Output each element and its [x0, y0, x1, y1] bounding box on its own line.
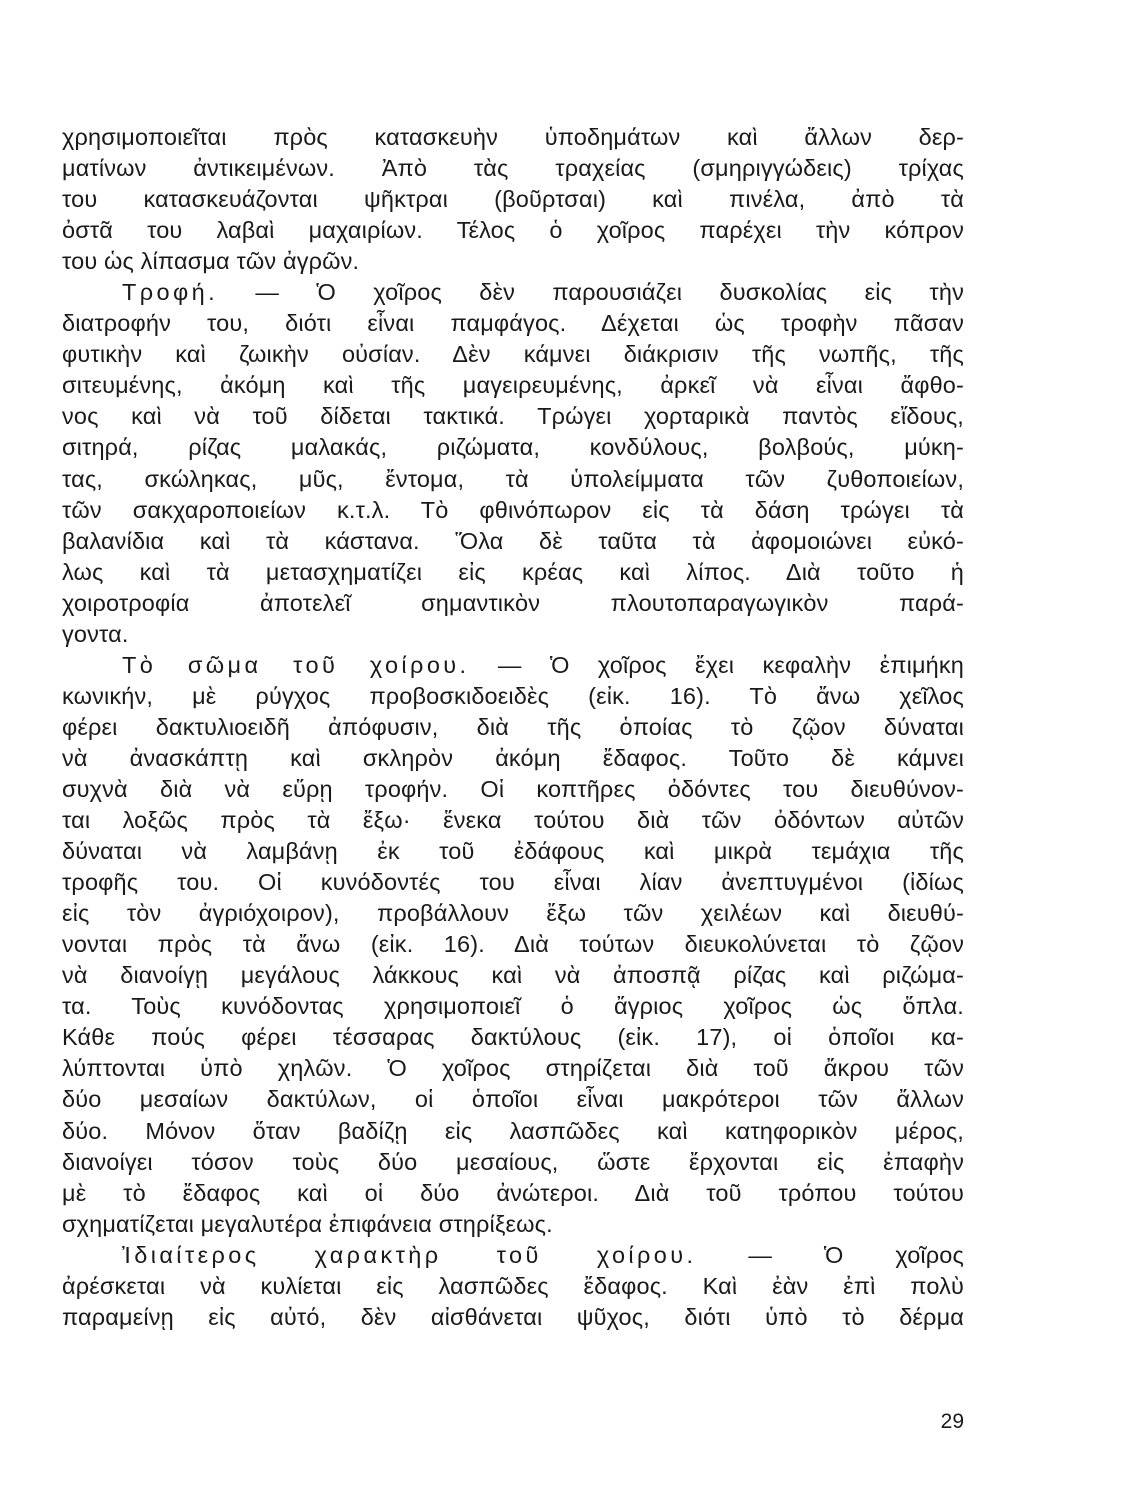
- text-line: [62, 991, 964, 1022]
- line-text: τῶν σακχαροποιείων κ.τ.λ. Τὸ φθινόπωρον εἰς τὰ δάση τρώγει τὰ: [62, 496, 964, 523]
- text-line: [62, 836, 964, 867]
- text-line: [62, 370, 964, 401]
- text-line: [62, 495, 964, 526]
- line-text: του κατασκευάζονται ψῆκτραι (βοῦρτσαι) καὶ πινέλα, ἀπὸ τὰ: [62, 186, 964, 213]
- text-line: [62, 339, 964, 370]
- text-line: [62, 1178, 964, 1209]
- text-line: [62, 464, 964, 495]
- text-line: [62, 1084, 964, 1115]
- line-text: σιτηρά, ρίζας μαλακάς, ριζώματα, κονδύλους, βολβούς, μύκη-: [62, 434, 964, 461]
- text-line: [62, 681, 964, 712]
- line-text: διατροφήν του, διότι εἶναι παμφάγος. Δέχεται ὡς τροφὴν πᾶσαν: [62, 310, 964, 337]
- text-line: [62, 432, 964, 463]
- text-line: [62, 650, 964, 681]
- line-text: νος καὶ νὰ τοῦ δίδεται τακτικά. Τρώγει χορταρικὰ παντὸς εἴδους,: [62, 403, 964, 430]
- line-text: νονται πρὸς τὰ ἄνω (εἰκ. 16). Διὰ τούτων διευκολύνεται τὸ ζῷον: [62, 931, 964, 958]
- line-text: χρησιμοποιεῖται πρὸς κατασκευὴν ὑποδημάτων καὶ ἄλλων δερ-: [62, 124, 964, 150]
- text-line: [62, 1053, 964, 1084]
- line-text: σχηματίζεται μεγαλυτέρα ἐπιφάνεια στηρίξεως.: [62, 1210, 553, 1237]
- text-line: [62, 1240, 964, 1271]
- line-text: ται λοξῶς πρὸς τὰ ἔξω· ἕνεκα τούτου διὰ τῶν ὀδόντων αὐτῶν: [62, 807, 964, 834]
- line-text: Κάθε πούς φέρει τέσσαρας δακτύλους (εἰκ. 17), οἱ ὁποῖοι κα-: [62, 1024, 964, 1051]
- line-text: δύο. Μόνον ὅταν βαδίζῃ εἰς λασπῶδες καὶ κατηφορικὸν μέρος,: [62, 1117, 964, 1144]
- line-text: συχνὰ διὰ νὰ εὕρῃ τροφήν. Οἱ κοπτῆρες ὀδόντες του διευθύνον-: [62, 775, 964, 802]
- line-text: εἰς τὸν ἀγριόχοιρον), προβάλλουν ἔξω τῶν χειλέων καὶ διευθύ-: [62, 900, 964, 927]
- text-line: [62, 960, 964, 991]
- text-line: [62, 805, 964, 836]
- text-line: [62, 526, 964, 557]
- line-text: κωνικήν, μὲ ρύγχος προβοσκιδοειδὲς (εἰκ. 16). Τὸ ἄνω χεῖλος: [62, 682, 964, 709]
- line-text: γοντα.: [62, 620, 129, 647]
- text-line: [62, 743, 964, 774]
- line-text: μὲ τὸ ἔδαφος καὶ οἱ δύο ἀνώτεροι. Διὰ τοῦ τρόπου τούτου: [62, 1179, 964, 1206]
- text-line: [62, 184, 964, 215]
- line-text: του ὡς λίπασμα τῶν ἀγρῶν.: [62, 248, 360, 275]
- line-text: τας, σκώληκας, μῦς, ἔντομα, τὰ ὑπολείμματα τῶν ζυθοποιείων,: [62, 465, 964, 492]
- line-text: βαλανίδια καὶ τὰ κάστανα. Ὅλα δὲ ταῦτα τὰ ἀφομοιώνει εὐκό-: [62, 527, 964, 554]
- line-text: χοιροτροφία ἀποτελεῖ σημαντικὸν πλουτοπαραγωγικὸν παρά-: [62, 589, 964, 616]
- line-text: — Ὁ χοῖρος ἔχει κεφαλὴν ἐπιμήκη: [469, 651, 964, 678]
- section-heading: Τὸ σῶμα τοῦ χοίρου.: [122, 651, 470, 678]
- line-text: φυτικὴν καὶ ζωικὴν οὐσίαν. Δὲν κάμνει διάκρισιν τῆς νωπῆς, τῆς: [62, 341, 964, 368]
- line-text: ματίνων ἀντικειμένων. Ἀπὸ τὰς τραχείας (σμηριγγώδεις) τρίχας: [62, 155, 964, 182]
- text-line: [62, 898, 964, 929]
- line-text: φέρει δακτυλιοειδῆ ἀπόφυσιν, διὰ τῆς ὁποίας τὸ ζῷον δύναται: [62, 713, 964, 740]
- text-line: [62, 153, 964, 184]
- line-text: νὰ διανοίγῃ μεγάλους λάκκους καὶ νὰ ἀποσπᾷ ρίζας καὶ ριζώμα-: [62, 962, 964, 989]
- line-text: σιτευμένης, ἀκόμη καὶ τῆς μαγειρευμένης, ἀρκεῖ νὰ εἶναι ἄφθο-: [62, 372, 964, 399]
- section-heading: Ἰδιαίτερος χαρακτὴρ τοῦ χοίρου.: [122, 1241, 697, 1268]
- line-text: ὀστᾶ του λαβαὶ μαχαιρίων. Τέλος ὁ χοῖρος παρέχει τὴν κόπρον: [62, 217, 964, 244]
- text-line: [62, 1271, 964, 1302]
- line-text: παραμείνῃ εἰς αὐτό, δὲν αἰσθάνεται ψῦχος, διότι ὑπὸ τὸ δέρμα: [62, 1303, 964, 1330]
- text-line: [62, 1302, 964, 1333]
- text-line: [62, 1022, 964, 1053]
- page-number: 29: [940, 1410, 964, 1433]
- text-line: [62, 557, 964, 588]
- line-text: ἀρέσκεται νὰ κυλίεται εἰς λασπῶδες ἔδαφος. Καὶ ἐὰν ἐπὶ πολὺ: [62, 1272, 964, 1299]
- line-text: τροφῆς του. Οἱ κυνόδοντές του εἶναι λίαν ἀνεπτυγμένοι (ἰδίως: [62, 869, 964, 896]
- text-line: [62, 1209, 964, 1240]
- text-line: [62, 712, 964, 743]
- text-line: [62, 215, 964, 246]
- text-line: [62, 929, 964, 960]
- text-line: [62, 774, 964, 805]
- text-line: [62, 122, 964, 153]
- text-line: [62, 277, 964, 308]
- text-line: [62, 401, 964, 432]
- text-line: [62, 308, 964, 339]
- text-line: [62, 1147, 964, 1178]
- section-heading: Τροφή.: [122, 279, 219, 306]
- line-text: — Ὁ χοῖρος: [696, 1241, 965, 1268]
- line-text: λως καὶ τὰ μετασχηματίζει εἰς κρέας καὶ λίπος. Διὰ τοῦτο ἡ: [62, 558, 964, 585]
- line-text: τα. Τοὺς κυνόδοντας χρησιμοποιεῖ ὁ ἄγριος χοῖρος ὡς ὅπλα.: [62, 993, 964, 1020]
- line-text: — Ὁ χοῖρος δὲν παρουσιάζει δυσκολίας εἰς τὴν: [218, 279, 964, 306]
- text-line: [62, 1116, 964, 1147]
- line-text: δύναται νὰ λαμβάνῃ ἐκ τοῦ ἐδάφους καὶ μικρὰ τεμάχια τῆς: [62, 838, 964, 865]
- line-text: λύπτονται ὑπὸ χηλῶν. Ὁ χοῖρος στηρίζεται διὰ τοῦ ἄκρου τῶν: [62, 1055, 964, 1082]
- text-line: [62, 619, 964, 650]
- text-line: [62, 246, 964, 277]
- line-text: διανοίγει τόσον τοὺς δύο μεσαίους, ὥστε ἔρχονται εἰς ἐπαφὴν: [62, 1148, 964, 1175]
- text-line: [62, 588, 964, 619]
- text-line: [62, 867, 964, 898]
- line-text: δύο μεσαίων δακτύλων, οἱ ὁποῖοι εἶναι μακρότεροι τῶν ἄλλων: [62, 1086, 964, 1113]
- body-text: [62, 122, 964, 1333]
- line-text: νὰ ἀνασκάπτῃ καὶ σκληρὸν ἀκόμη ἔδαφος. Τοῦτο δὲ κάμνει: [62, 744, 964, 771]
